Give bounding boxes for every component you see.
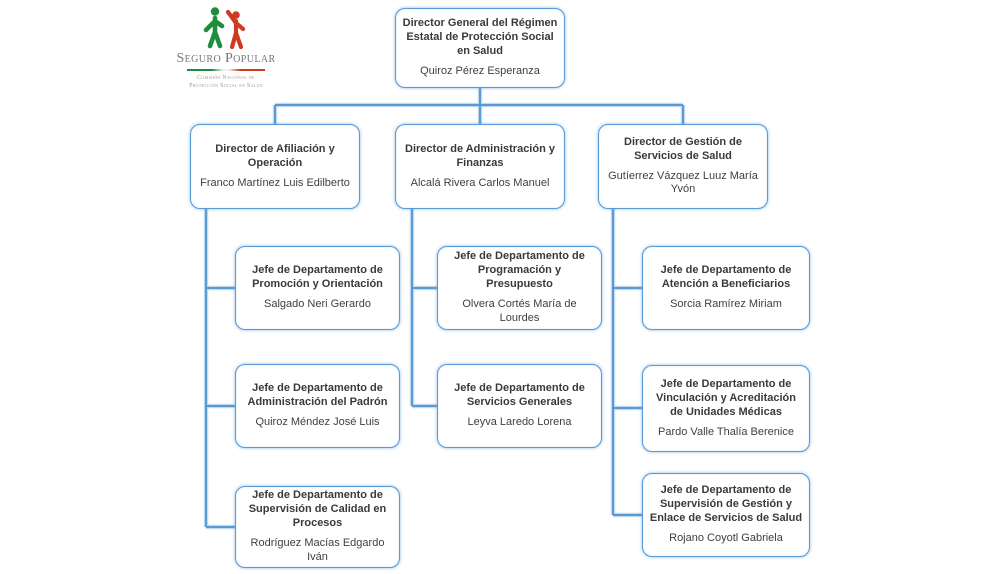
- org-node-name: Sorcia Ramírez Miriam: [670, 298, 782, 311]
- seguro-popular-logo: [176, 6, 276, 90]
- org-node-title: Jefe de Departamento de Atención a Beneficiarios: [660, 264, 792, 291]
- org-node-director-general: [395, 8, 565, 88]
- org-node-jefe-vinculacion: [642, 365, 810, 452]
- logo-tagline-line1: Comisión Nacional de: [197, 75, 255, 81]
- org-node-director-afiliacion: [190, 124, 360, 209]
- org-node-jefe-servicios-generales: [437, 364, 602, 448]
- logo-tricolor-stripe: [187, 69, 265, 71]
- org-node-jefe-padron: [235, 364, 400, 448]
- org-node-name: Franco Martínez Luis Edilberto: [200, 176, 350, 189]
- org-node-name: Rodríguez Macías Edgardo Iván: [250, 537, 385, 563]
- org-node-director-administracion: [395, 124, 565, 209]
- org-node-name: Gutíerrez Vázquez Luuz María Yvón: [608, 169, 758, 196]
- logo-figures-icon: [201, 6, 251, 50]
- org-node-jefe-enlace: [642, 473, 810, 557]
- org-node-name: Olvera Cortés María de Lourdes: [462, 298, 577, 324]
- org-node-name: Quiroz Pérez Esperanza: [420, 65, 540, 78]
- org-node-title: Director de Administración y Finanzas: [405, 142, 555, 169]
- org-node-jefe-calidad: [235, 486, 400, 568]
- org-node-name: Rojano Coyotl Gabriela: [669, 532, 783, 545]
- org-node-title: Director General del Régimen Estatal de Protección Social en Salud: [402, 17, 558, 58]
- org-node-name: Pardo Valle Thalía Berenice: [658, 425, 794, 438]
- org-node-title: Jefe de Departamento de Supervisión de Calidad en Procesos: [248, 489, 387, 530]
- org-node-name: Alcalá Rivera Carlos Manuel: [410, 176, 550, 189]
- org-node-jefe-promocion: [235, 246, 400, 330]
- org-node-name: Salgado Neri Gerardo: [263, 298, 371, 311]
- org-node-title: Director de Afiliación y Operación: [215, 142, 335, 169]
- org-node-title: Jefe de Departamento de Promoción y Orientación: [252, 264, 383, 291]
- org-node-director-gestion: [598, 124, 768, 209]
- org-node-title: Jefe de Departamento de Supervisión de Gestión y Enlace de Servicios de Salud: [649, 484, 803, 525]
- org-node-title: Jefe de Departamento de Vinculación y Acreditación de Unidades Médicas: [656, 377, 796, 418]
- logo-tagline-line2: Protección Social en Salud: [189, 83, 263, 90]
- org-node-name: Quiroz Méndez José Luis: [255, 416, 380, 429]
- org-node-title: Jefe de Departamento de Servicios Generales: [454, 382, 585, 409]
- org-node-jefe-atencion: [642, 246, 810, 330]
- org-node-title: Jefe de Departamento de Administración del Padrón: [247, 382, 388, 409]
- org-node-jefe-programacion: [437, 246, 602, 330]
- logo-tagline: [176, 74, 276, 90]
- org-node-title: Jefe de Departamento de Programación y Presupuesto: [454, 250, 585, 291]
- logo-brand-text: Seguro Popular: [176, 51, 276, 66]
- org-node-name: Leyva Laredo Lorena: [467, 416, 572, 429]
- org-node-title: Director de Gestión de Servicios de Salud: [624, 135, 742, 162]
